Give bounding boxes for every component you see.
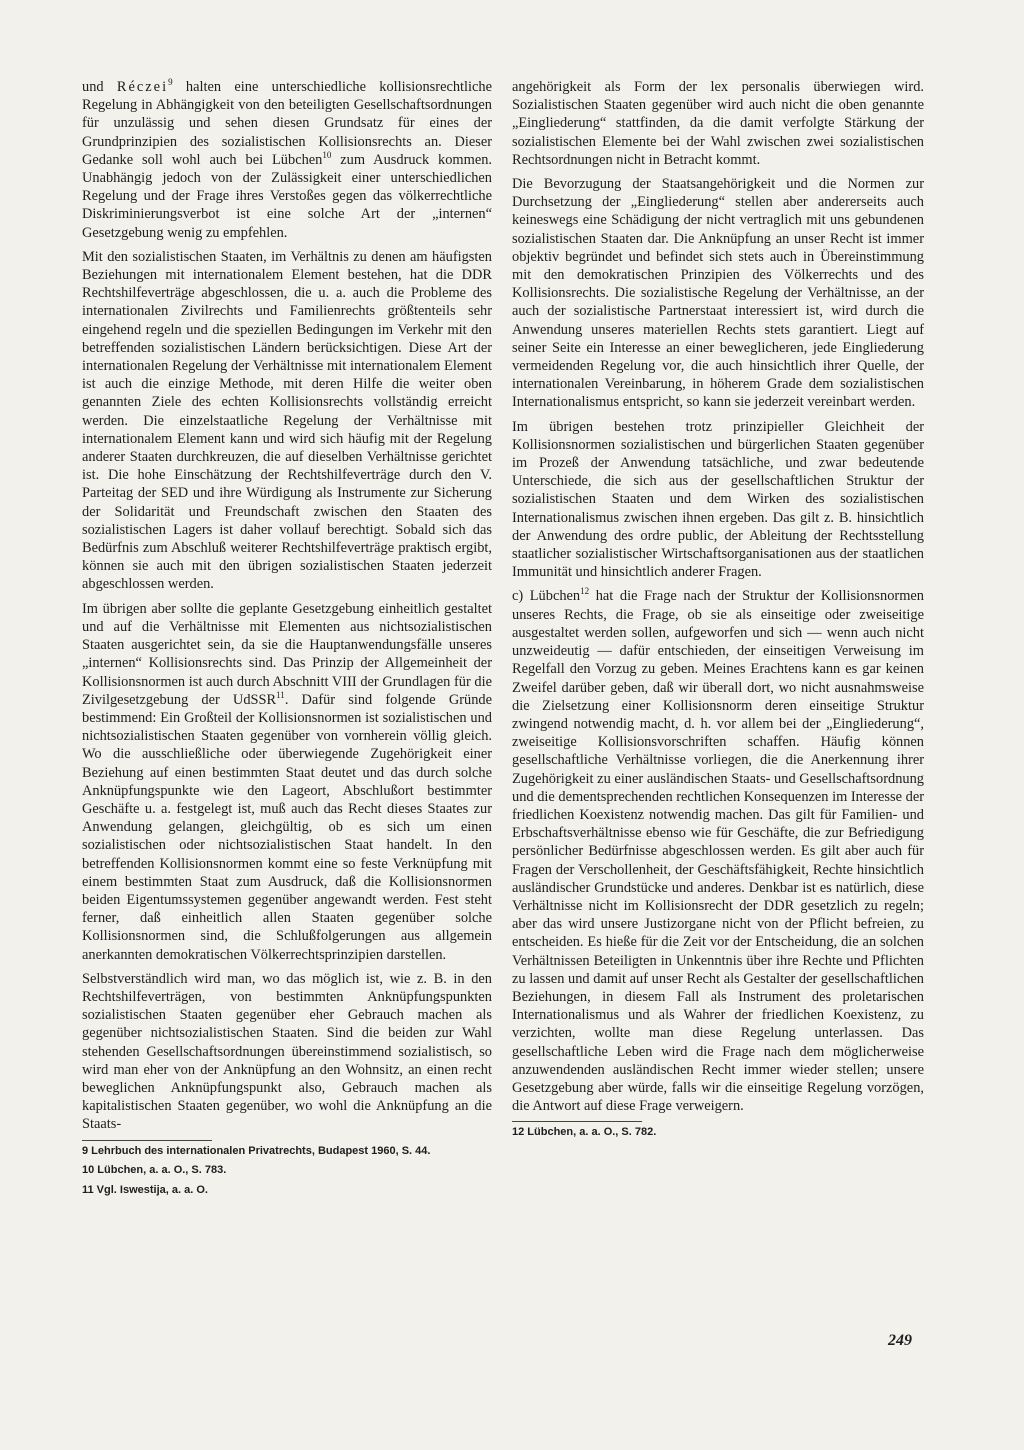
- text: hat die Frage nach der Struktur der Kollisionsnormen unseres Rechts, die Frage, ob sie als einseitige oder zweiseitige ausgestaltet werden sollen, aufgeworfen und sich — wenn auch nicht unzweideutig — dafür entschieden, der einseitigen Verweisung im Regelfall den Vorzug zu geben. Meines Erachtens kann es gar keinen Zweifel darüber geben, daß wir überall dort, wo nicht ausnahmsweise die Zielsetzung einer Kollisionsnorm deren einseitige Struktur zwingend notwendig macht, d. h. vor allem bei der „Eingliederung“, zweiseitige Kollisionsvorschriften schaffen. Häufig können gesellschaftliche Verhältnisse vorliegen, die die Anerkennung ihrer Zugehörigkeit zu einer ausländischen Staats- und Gesellschaftsordnung und die dementsprechenden rechtlichen Konsequenzen im Interesse der friedlichen Koexistenz notwendig machen. Das gilt für Familien- und Erbschaftsverhältnisse ebenso wie für Geschäfte, die zur Befriedigung persönlicher Bedürfnisse abgeschlossen werden. Es gilt aber auch für Fragen der Verschollenheit, der Geschäftsfähigkeit, Rechte hinsichtlich ausländischer Grundstücke und anderes. Denkbar ist es natürlich, diese Verhältnisse nicht im Kollisionsrecht der DDR gesetzlich zu regeln; aber das wird unsere Justizorgane nicht von der Pflicht befreien, zu entscheiden. Es hieße für die Zeit vor der Entscheidung, die an solchen Verhältnissen Beteiligten in Unkenntnis über ihre Rechte und Pflichten zu lassen und damit auf unser Recht als Gestalter der gesellschaftlichen Beziehungen, in diesem Fall als Instrument des proletarischen Internationalismus und als Wahrer der friedlichen Koexistenz, zu verzichten, wollte man diese Regelung unterlassen. Das gesellschaftliche Leben wird die Frage nach dem möglicherweise anzuwendenden ausländischen Recht immer wieder stellen; unsere Gesetzgebung aber würde, falls wir die einseitige Regelung vorzögen, die Antwort auf diese Frage verweigern.: [512, 588, 924, 1115]
- paragraph: Selbstverständlich wird man, wo das möglich ist, wie z. B. in den Rechtshilfeverträgen, von bestimmten Anknüpfungspunkten sozialistischen Staaten gegenüber eher Gebrauch machen als gegenüber nichtsozialistischen Staaten. Sind die beiden zur Wahl stehenden Gesellschaftsordnungen übereinstimmend sozialistisch, so wird man eher von der Anknüpfung an den Wohnsitz, an einen recht beweglichen Anknüpfungspunkt also, Gebrauch machen als kapitalistischen Staaten gegenüber, wo wohl die Anknüpfung an die Staats-: [82, 970, 492, 1133]
- right-column: [512, 78, 924, 1140]
- paragraph: [82, 78, 492, 242]
- text: und: [82, 79, 117, 95]
- paragraph: Im übrigen bestehen trotz prinzipieller Gleichheit der Kollisionsnormen sozialistischen und bürgerlichen Staaten gegenüber im Prozeß der Anwendung tatsächliche, und zwar bedeutende Unterschiede, die sich aus der gesellschaftlichen Struktur der sozialistischen Staaten und dem Wirken des sozialistischen Internationalismus zwischen ihnen ergeben. Das gilt z. B. hinsichtlich der Anwendung des ordre public, der Ableitung der Rechtsstellung staatlicher sozialistischer Wirtschaftsorganisationen aus der staatlichen Immunität und hinsichtlich anderer Fragen.: [512, 418, 924, 581]
- left-column: [82, 78, 492, 1197]
- paragraph: angehörigkeit als Form der lex personalis überwiegen wird. Sozialistischen Staaten gegenüber wird auch nicht die oben genannte „Eingliederung“ stattfinden, da die damit verfolgte Stärkung der sozialistischen Elemente bei der Wahl zwischen zwei sozialistischen Rechtsordnungen nicht in Betracht kommt.: [512, 79, 924, 168]
- footnote-ref: 9: [168, 77, 173, 88]
- paragraph: Mit den sozialistischen Staaten, im Verhältnis zu denen am häufigsten Beziehungen mit internationalem Element bestehen, hat die DDR Rechtshilfeverträge abgeschlossen, die u. a. auch die Probleme des internationalen Zivilrechts und Familienrechts größtenteils sehr eingehend regeln und die speziellen Bedingungen im Verkehr mit den betreffenden sozialistischen Ländern berücksichtigen. Diese Art der internationalen Regelung der Verhältnisse mit internationalem Element ist auch die einzige Methode, mit deren Hilfe die weiter oben genannten Ziele des echten Kollisionsrechts vollständig erreicht werden. Die einzelstaatliche Regelung der Verhältnisse mit internationalem Element kann und wird sich häufig mit der Regelung anderer Staaten durchkreuzen, die auf dieselben Verhältnisse gerichtet ist. Die hohe Einschätzung der Rechtshilfeverträge durch den V. Parteitag der SED und ihre Würdigung als Instrumente zur Sicherung der Solidarität und Freundschaft zwischen den Staaten des sozialistischen Lagers ist daher vollauf berechtigt. Sobald sich das Bedürfnis zum Abschluß weiterer Rechtshilfeverträge praktisch ergibt, können sie auch mit den übrigen sozialistischen Staaten jederzeit abgeschlossen werden.: [82, 248, 492, 593]
- paragraph: [512, 587, 924, 1115]
- author-name: Réczei: [116, 79, 169, 95]
- footnote-ref: 12: [580, 586, 590, 597]
- footnote-11: 11 Vgl. Iswestija, a. a. O.: [82, 1183, 208, 1196]
- text: Im übrigen aber sollte die geplante Gesetzgebung einheitlich gestaltet und auf die Verhältnisse mit Elementen aus nichtsozialistischen Staaten ausgerichtet sein, da sie die Hauptanwendungsfälle unseres „internen“ Kollisionsrechts sind. Das Prinzip der Allgemeinheit der Kollisionsnormen ist auch durch Abschnitt VIII der Grundlagen für die Zivilgesetzgebung der UdSSR: [82, 600, 492, 708]
- paragraph: Die Bevorzugung der Staatsangehörigkeit und die Normen zur Durchsetzung der „Eingliederung“ stellen aber andererseits auch keineswegs eine Schädigung der nicht vertraglich mit uns gebundenen sozialistischen Staaten dar. Die Anknüpfung an unser Recht ist immer objektiv begründet und befindet sich stets auch in Übereinstimmung mit den demokratischen Prinzipien des Völkerrechts und des Kollisionsrechts. Die sozialistische Regelung der Verhältnisse, an der auch der sozialistische Partnerstaat interessiert ist, wird durch die Anwendung unseres materiellen Rechts stets garantiert. Liegt auf seiner Seite ein Interesse an einer beweglicheren, jede Eingliederung vermeidenden Regelung vor, die auch hinsichtlich ihrer Quelle, der internationalen Vereinbarung, in höherem Grade dem sozialistischen Internationalismus entspricht, so kann sie jederzeit vereinbart werden.: [512, 176, 924, 411]
- paragraph: [82, 600, 492, 964]
- footnote-divider: [512, 1121, 642, 1122]
- footnote-ref: 11: [276, 689, 285, 700]
- footnote-9: 9 Lehrbuch des internationalen Privatrechts, Budapest 1960, S. 44.: [82, 1144, 431, 1157]
- footnote-divider: [82, 1140, 212, 1141]
- footnote-ref: 10: [322, 150, 332, 161]
- text: halten eine unterschiedliche kollisionsrechtliche Regelung in Abhängigkeit von den beteiligten Gesellschaftsordnungen für unzulässig und sehen diesen Grundsatz für eines der Grundprinzipien des sozialistischen Kollisionsrechts an. Dieser Gedanke soll wohl auch bei Lübchen: [82, 79, 492, 168]
- text: . Dafür sind folgende Gründe bestimmend: Ein Großteil der Kollisionsnormen ist sozialistischen und nichtsozialistischen Staaten gegenüber von vornherein völlig gleich. Wo die ausschließliche oder überwiegende Zugehörigkeit einer Beziehung auf einen bestimmten Staat deutet und das durch solche Anknüpfungspunkte wie den Lageort, Abschlußort bestimmter Geschäfte u. a. festgelegt ist, muß auch das Recht dieses Staates zur Anwendung gelangen, gleichgültig, ob es sich um einen sozialistischen oder nichtsozialistischen Staat handelt. In den betreffenden Kollisionsnormen kommt eine so feste Verknüpfung mit einem bestimmten Staat zum Ausdruck, daß die Kollisionsnormen beiden Eigentumssystemen gegenüber angewandt werden. Fest steht ferner, daß einheitlich allen Staaten gegenüber solche Kollisionsnormen sind, die Schlußfolgerungen aus allgemein anerkannten demokratischen Völkerrechtsprinzipien darstellen.: [82, 691, 492, 963]
- footnote-10: 10 Lübchen, a. a. O., S. 783.: [82, 1164, 227, 1177]
- text: zum Ausdruck kommen. Unabhängig jedoch von der Zulässigkeit einer unterschiedlichen Regelung und der Frage ihres Verstoßes gegen das völkerrechtliche Diskriminierungsverbot ist eine solche Art der „internen“ Gesetzgebung wenig zu empfehlen.: [82, 151, 493, 241]
- text: c) Lübchen: [512, 588, 581, 605]
- page-number: 249: [888, 1332, 912, 1349]
- footnote-12: 12 Lübchen, a. a. O., S. 782.: [512, 1126, 657, 1139]
